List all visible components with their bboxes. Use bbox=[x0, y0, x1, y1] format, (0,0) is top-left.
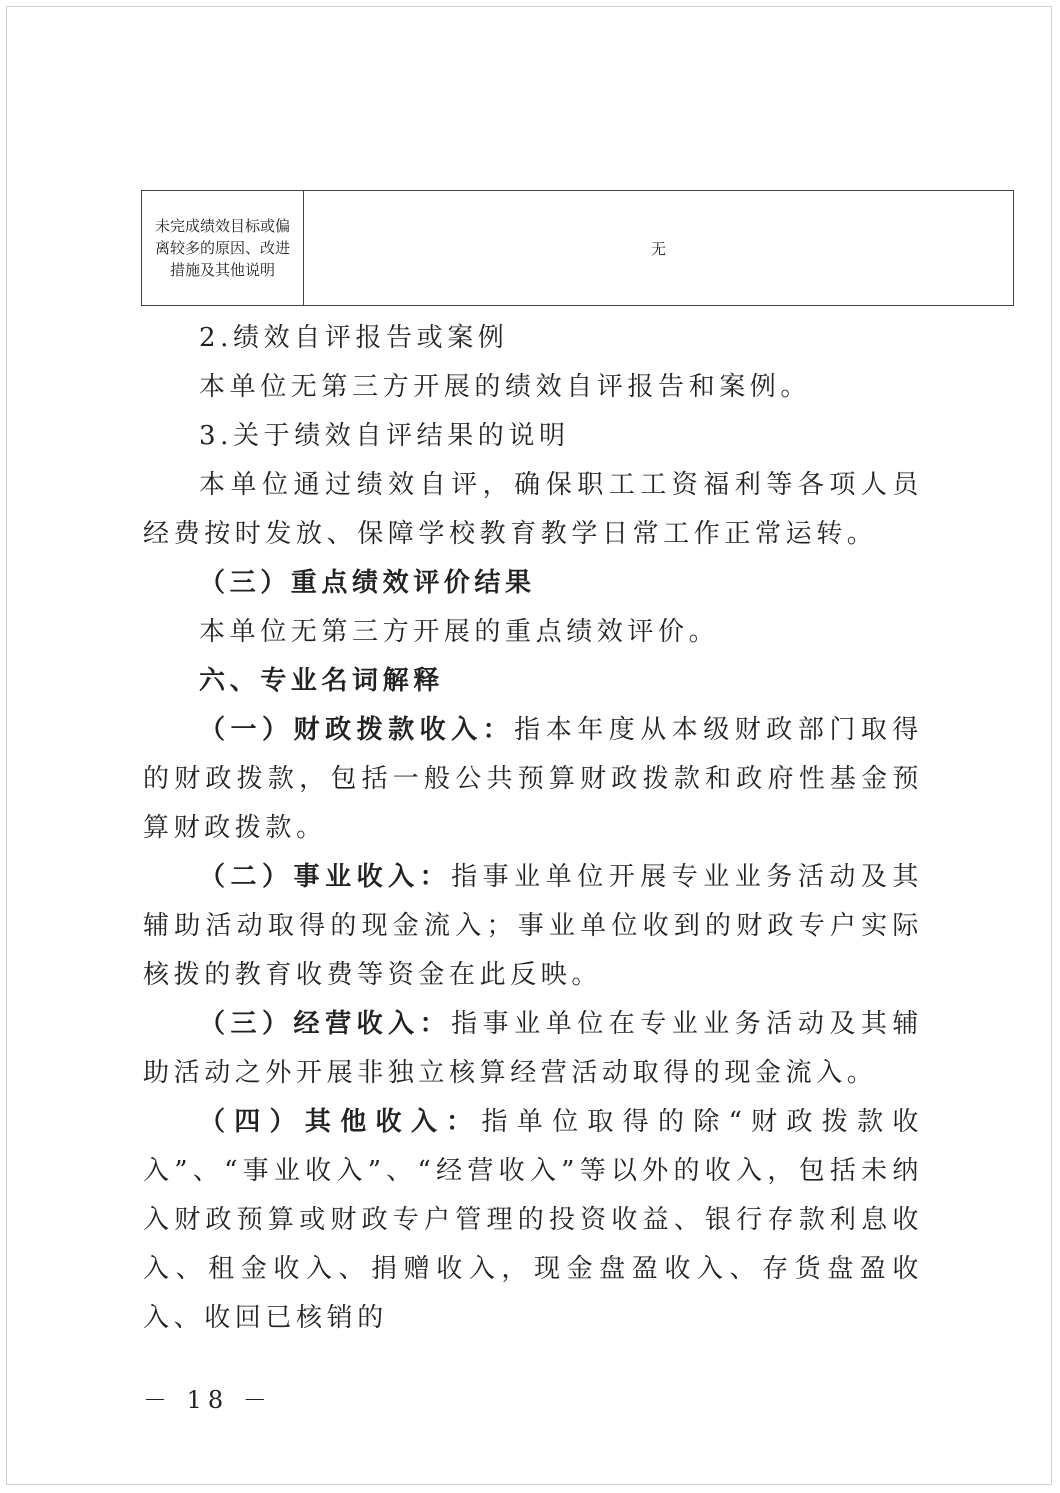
glossary-definition: 指单位取得的除“财政拨款收入”、“事业收入”、“经营收入”等以外的收入，包括未纳入财政预算或财政专户管理的投资收益、银行存款利息收入、租金收入、捐赠收入，现金盘盈收入、存货盘盈收入、收回已核销的 bbox=[143, 1107, 924, 1333]
table-value-cell: 无 bbox=[650, 239, 666, 258]
glossary-definition: 指事业单位在专业业务活动及其辅助活动之外开展非独立核算经营活动取得的现金流入。 bbox=[143, 1009, 923, 1088]
table-label-cell: 未完成绩效目标或偏离较多的原因、改进措施及其他说明 bbox=[142, 191, 304, 305]
glossary-item-3 bbox=[143, 1000, 923, 1098]
glossary-heading: 六、专业名词解释 bbox=[199, 666, 444, 696]
glossary-term: （二）事业收入： bbox=[199, 862, 452, 892]
section-3-text: 本单位通过绩效自评，确保职工工资福利等各项人员经费按时发放、保障学校教育教学日常工作正常运转。 bbox=[143, 470, 923, 549]
glossary-term: （一）财政拨款收入： bbox=[199, 715, 515, 745]
document-body bbox=[143, 314, 923, 1343]
glossary-item-2 bbox=[143, 853, 923, 1000]
key-evaluation-text: 本单位无第三方开展的重点绩效评价。 bbox=[199, 617, 720, 647]
glossary-definition: 指本年度从本级财政部门取得的财政拨款，包括一般公共预算财政拨款和政府性基金预算财政拨款。 bbox=[143, 715, 923, 843]
glossary-definition: 指事业单位开展专业业务活动及其辅助活动取得的现金流入；事业单位收到的财政专户实际核拨的教育收费等资金在此反映。 bbox=[143, 862, 923, 990]
page-number: － 18 － bbox=[143, 1386, 273, 1414]
section-3-heading: 3.关于绩效自评结果的说明 bbox=[199, 421, 570, 451]
glossary-item-1 bbox=[143, 706, 923, 853]
glossary-item-4 bbox=[143, 1098, 923, 1343]
section-2-heading: 2.绩效自评报告或案例 bbox=[199, 323, 509, 353]
section-2-text: 本单位无第三方开展的绩效自评报告和案例。 bbox=[199, 372, 812, 402]
glossary-term: （三）经营收入： bbox=[199, 1009, 452, 1039]
key-evaluation-heading: （三）重点绩效评价结果 bbox=[199, 568, 536, 598]
evaluation-table bbox=[141, 190, 1014, 306]
glossary-term: （四）其他收入： bbox=[199, 1107, 482, 1137]
